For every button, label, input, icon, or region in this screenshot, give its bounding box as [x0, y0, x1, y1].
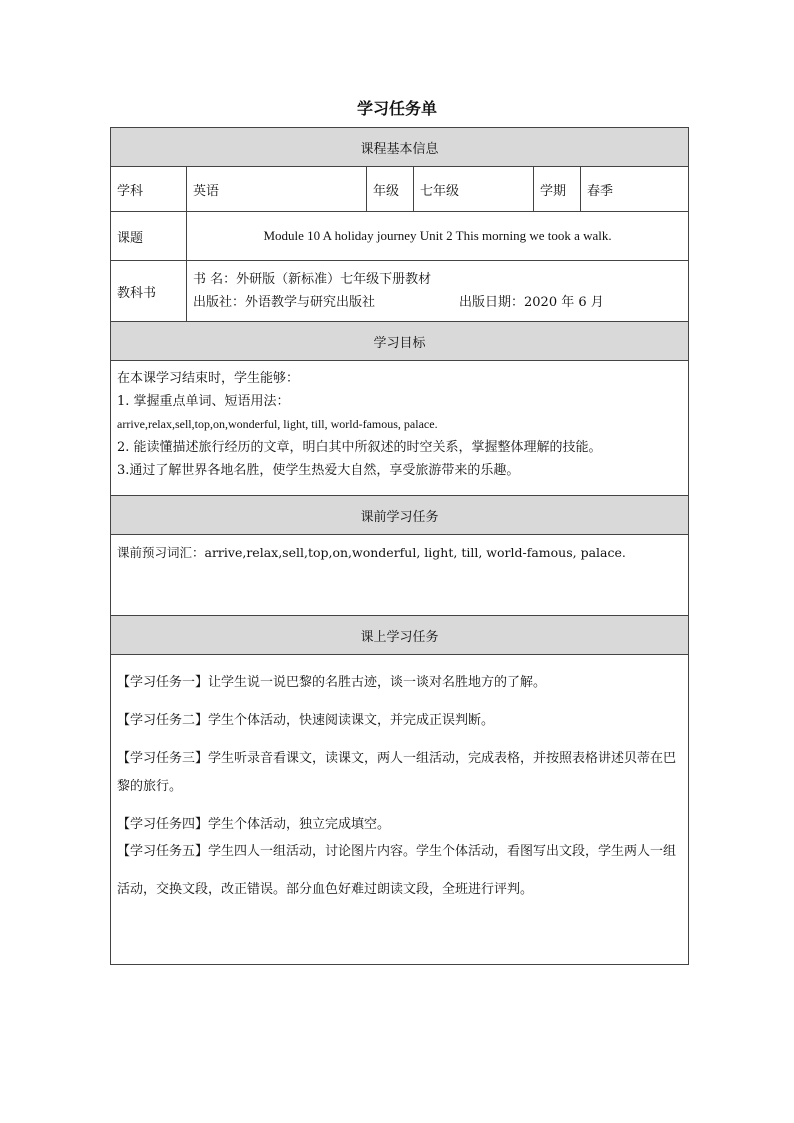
- book-name: 书 名：外研版（新标准）七年级下册教材: [193, 272, 432, 287]
- task-item: 【学习任务一】让学生说一说巴黎的名胜古迹，谈一谈对名胜地方的了解。: [117, 675, 547, 690]
- grade-value: 七年级: [414, 167, 534, 212]
- pre-task-content: 课前预习词汇：arrive,relax,sell,top,on,wonderful, light, till, world-famous, palace.: [111, 535, 689, 616]
- term-label: 学期: [534, 167, 581, 212]
- section-header-goals: 学习目标: [111, 322, 689, 361]
- goal-line: 1. 掌握重点单词、短语用法：: [117, 394, 290, 409]
- publish-date: 出版日期：2020 年 6 月: [459, 295, 604, 310]
- goal-line: 3.通过了解世界各地名胜，使学生热爱大自然，享受旅游带来的乐趣。: [117, 463, 520, 478]
- task-item: 【学习任务五】学生四人一组活动，讨论图片内容。学生个体活动，看图写出文段，学生两人一组活动，交换文段，改正错误。部分血色好难过朗读文段，全班进行评判。: [117, 844, 677, 897]
- topic-label: 课题: [111, 212, 187, 261]
- section-header-class-task: 课上学习任务: [111, 616, 689, 655]
- grade-label: 年级: [367, 167, 414, 212]
- subject-label: 学科: [111, 167, 187, 212]
- task-item: 【学习任务三】学生听录音看课文，读课文，两人一组活动，完成表格，并按照表格讲述贝蒂在巴黎的旅行。: [117, 751, 677, 794]
- task-sheet-table: [110, 127, 689, 965]
- section-header-pre-task: 课前学习任务: [111, 496, 689, 535]
- term-value: 春季: [581, 167, 689, 212]
- textbook-info: [187, 261, 689, 322]
- goals-content: [111, 361, 689, 496]
- book-publisher-line: [193, 291, 682, 314]
- topic-value: Module 10 A holiday journey Unit 2 This morning we took a walk.: [187, 212, 689, 261]
- textbook-label: 教科书: [111, 261, 187, 322]
- class-tasks-content: [111, 655, 689, 965]
- goal-line: 在本课学习结束时，学生能够：: [117, 371, 300, 386]
- goal-line: arrive,relax,sell,top,on,wonderful, light, till, world-famous, palace.: [117, 417, 438, 431]
- section-header-basic: 课程基本信息: [111, 128, 689, 167]
- publisher: 出版社：外语教学与研究出版社: [193, 295, 376, 310]
- task-item: 【学习任务二】学生个体活动，快速阅读课文，并完成正误判断。: [117, 713, 495, 728]
- subject-value: 英语: [187, 167, 367, 212]
- task-item: 【学习任务四】学生个体活动，独立完成填空。: [117, 817, 391, 832]
- goal-line: 2. 能读懂描述旅行经历的文章，明白其中所叙述的时空关系，掌握整体理解的技能。: [117, 440, 602, 455]
- page-title: 学习任务单: [356, 99, 437, 118]
